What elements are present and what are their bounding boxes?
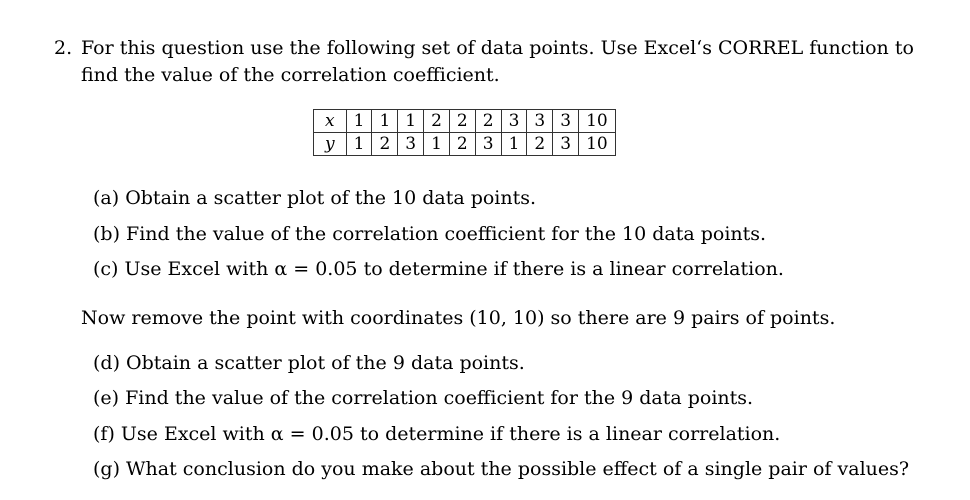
table-row-x — [314, 110, 616, 133]
table-cell: 1 — [424, 133, 450, 156]
part-d: (d) Obtain a scatter plot of the 9 data points. — [93, 352, 525, 374]
table-cell: 3 — [398, 133, 424, 156]
middle-instruction: Now remove the point with coordinates (10, 10) so there are 9 pairs of points. — [81, 307, 836, 329]
table-cell: 1 — [501, 133, 527, 156]
question-text-line-2: find the value of the correlation coefficient. — [81, 64, 500, 86]
table-cell: 3 — [501, 110, 527, 133]
question-number: 2. — [54, 37, 73, 59]
table-cell: 3 — [527, 110, 553, 133]
table-cell: 10 — [579, 110, 616, 133]
table-cell: 2 — [449, 133, 475, 156]
part-b: (b) Find the value of the correlation coefficient for the 10 data points. — [93, 223, 767, 245]
table-header-x: x — [314, 110, 347, 133]
table-cell: 3 — [553, 133, 579, 156]
table-cell: 2 — [527, 133, 553, 156]
table-cell: 2 — [449, 110, 475, 133]
table-cell: 2 — [372, 133, 398, 156]
part-a: (a) Obtain a scatter plot of the 10 data points. — [93, 187, 537, 209]
table-row-y — [314, 133, 616, 156]
table-cell: 2 — [424, 110, 450, 133]
table-cell: 1 — [372, 110, 398, 133]
table-header-y: y — [314, 133, 347, 156]
question-text-line-1: For this question use the following set of data points. Use Excel‘s CORREL function to — [81, 37, 914, 59]
part-f: (f) Use Excel with α = 0.05 to determine if there is a linear correlation. — [93, 423, 781, 445]
table-cell: 1 — [346, 133, 372, 156]
table-cell: 2 — [475, 110, 501, 133]
part-g: (g) What conclusion do you make about the possible effect of a single pair of values? — [93, 458, 910, 480]
table-cell: 10 — [579, 133, 616, 156]
data-table — [313, 109, 616, 156]
part-e: (e) Find the value of the correlation coefficient for the 9 data points. — [93, 387, 754, 409]
table-cell: 1 — [346, 110, 372, 133]
part-c: (c) Use Excel with α = 0.05 to determine if there is a linear correlation. — [93, 258, 784, 280]
table-cell: 1 — [398, 110, 424, 133]
table-cell: 3 — [475, 133, 501, 156]
table-cell: 3 — [553, 110, 579, 133]
